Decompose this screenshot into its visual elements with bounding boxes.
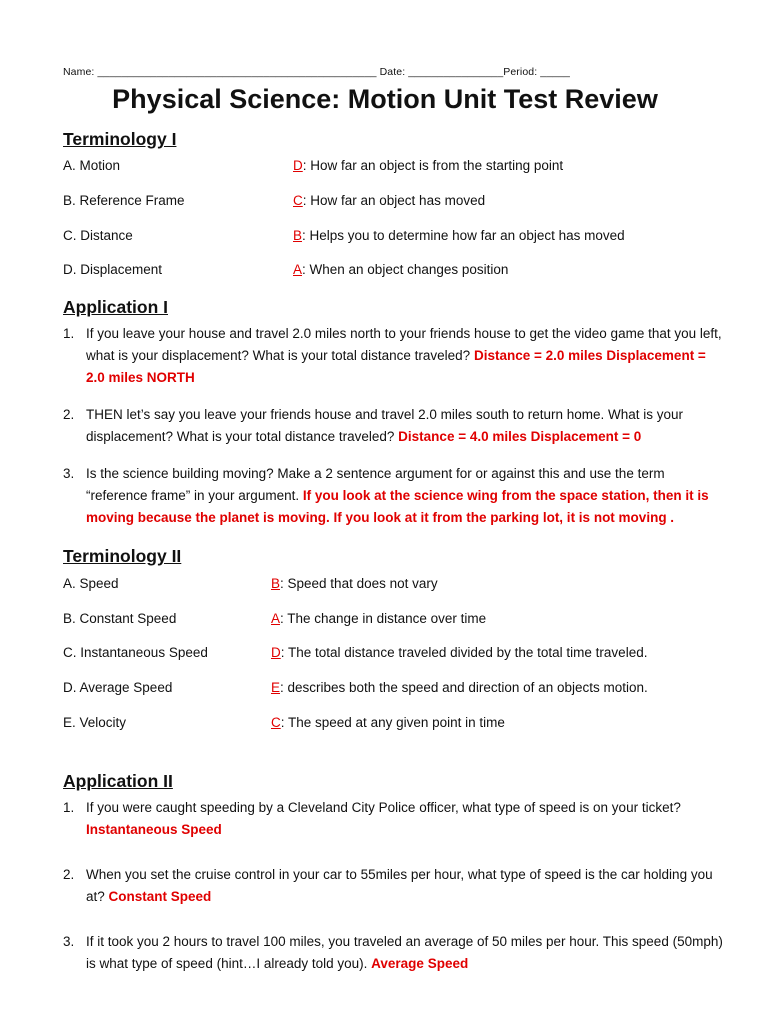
- name-date-period-line: Name: _______________________________________________ Date: ________________Period: _____: [63, 66, 570, 78]
- question-text: THEN let’s say you leave your friends house and travel 2.0 miles south to return home. What is your displacement? What is your total distance traveled?: [86, 407, 684, 444]
- term-2-e: E. Velocity: [63, 715, 127, 730]
- term-1-c: C. Distance: [63, 228, 133, 243]
- application-2-heading: Application II: [63, 771, 173, 791]
- application-2-question-2: [63, 864, 723, 908]
- definition-text: : How far an object has moved: [302, 193, 486, 208]
- definition-text: : describes both the speed and direction of an objects motion.: [280, 680, 648, 695]
- definition-2-a: [271, 576, 438, 591]
- definition-1-a: [293, 158, 563, 173]
- answer-letter: A: [271, 611, 281, 626]
- answer-text: Constant Speed: [108, 888, 212, 904]
- question-number: 1.: [63, 800, 75, 815]
- term-2-d: D. Average Speed: [63, 680, 173, 695]
- question-number: 3.: [63, 466, 75, 481]
- terminology-1-heading: Terminology I: [63, 129, 177, 149]
- answer-letter: C: [271, 715, 281, 730]
- definition-text: : Speed that does not vary: [280, 576, 438, 591]
- definition-2-c: [271, 645, 647, 660]
- question-number: 2.: [63, 407, 75, 422]
- answer-text: Instantaneous Speed: [86, 821, 222, 837]
- application-2-question-1: [63, 797, 723, 841]
- definition-1-d: [293, 262, 508, 277]
- answer-text: If you look at the science wing from the space station, then it is moving because the planet is moving. If you look at it from the parking lot, it is not moving .: [86, 487, 709, 525]
- definition-1-c: [293, 228, 625, 243]
- answer-letter: B: [293, 228, 303, 243]
- definition-2-d: [271, 680, 648, 695]
- definition-2-e: [271, 715, 505, 730]
- question-text: If it took you 2 hours to travel 100 miles, you traveled an average of 50 miles per hour. This speed (50mph) is what type of speed (hint…I already told you).: [86, 934, 723, 971]
- page-title: Physical Science: Motion Unit Test Review: [112, 84, 658, 114]
- answer-text: Average Speed: [371, 955, 469, 971]
- question-text: When you set the cruise control in your car to 55miles per hour, what type of speed is the car holding you at?: [86, 867, 713, 904]
- question-number: 2.: [63, 867, 75, 882]
- answer-letter: A: [293, 262, 303, 277]
- application-1-question-2: [63, 404, 723, 448]
- question-number: 3.: [63, 934, 75, 949]
- definition-text: : The total distance traveled divided by the total time traveled.: [280, 645, 648, 660]
- definition-text: : When an object changes position: [302, 262, 509, 277]
- question-text: If you were caught speeding by a Cleveland City Police officer, what type of speed is on your ticket?: [86, 800, 681, 815]
- question-number: 1.: [63, 326, 75, 341]
- answer-letter: D: [271, 645, 281, 660]
- definition-text: : The speed at any given point in time: [280, 715, 505, 730]
- term-1-d: D. Displacement: [63, 262, 163, 277]
- answer-text: Distance = 4.0 miles Displacement = 0: [398, 428, 642, 444]
- question-text: If you leave your house and travel 2.0 miles north to your friends house to get the video game that you left, what is your displacement? What is your total distance traveled?: [86, 326, 722, 363]
- term-2-b: B. Constant Speed: [63, 611, 177, 626]
- answer-letter: E: [271, 680, 281, 695]
- application-1-question-1: [63, 323, 723, 388]
- answer-letter: C: [293, 193, 303, 208]
- answer-text: Distance = 2.0 miles Displacement = 2.0 miles NORTH: [86, 347, 706, 385]
- terminology-2-heading: Terminology II: [63, 546, 182, 566]
- definition-text: : Helps you to determine how far an object has moved: [302, 228, 625, 243]
- application-1-question-3: [63, 463, 723, 528]
- definition-text: : How far an object is from the starting point: [302, 158, 564, 173]
- question-text: Is the science building moving? Make a 2 sentence argument for or against this and use the term “reference frame” in your argument.: [86, 466, 665, 503]
- application-2-question-3: [63, 931, 723, 975]
- answer-letter: B: [271, 576, 281, 591]
- term-1-a: A. Motion: [63, 158, 121, 173]
- term-2-a: A. Speed: [63, 576, 119, 591]
- application-1-heading: Application I: [63, 297, 168, 317]
- answer-letter: D: [293, 158, 303, 173]
- definition-1-b: [293, 193, 485, 208]
- term-2-c: C. Instantaneous Speed: [63, 645, 208, 660]
- definition-2-b: [271, 611, 486, 626]
- definition-text: : The change in distance over time: [280, 611, 487, 626]
- term-1-b: B. Reference Frame: [63, 193, 185, 208]
